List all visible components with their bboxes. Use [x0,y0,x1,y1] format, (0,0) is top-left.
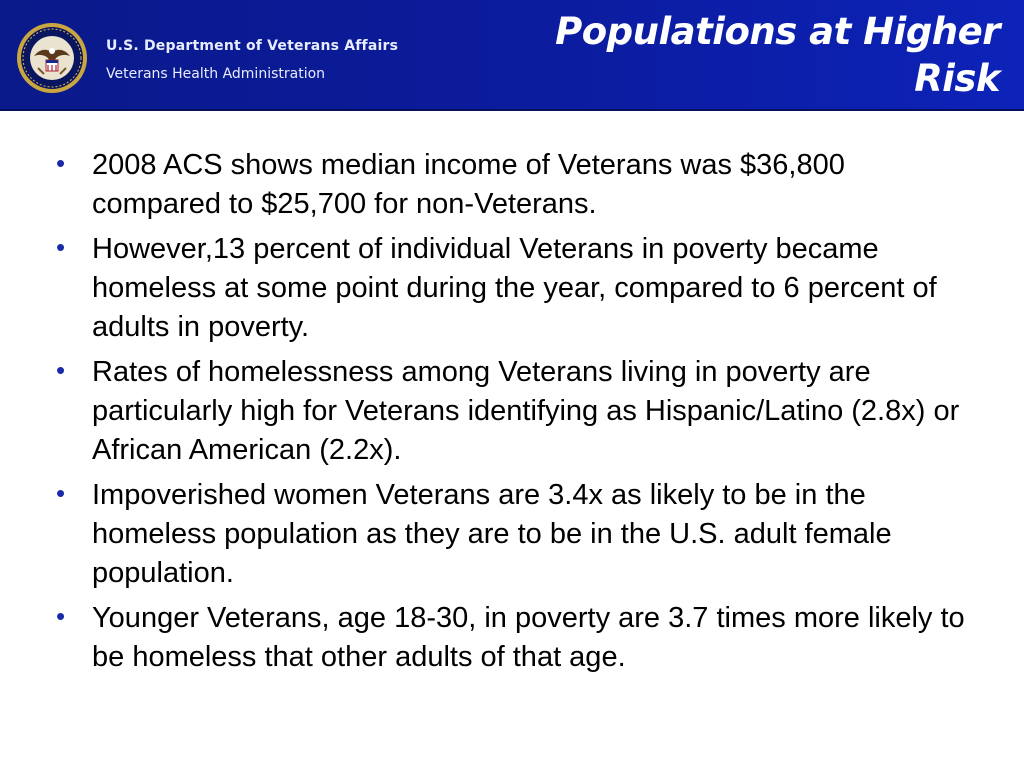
bullet-text: However,13 percent of individual Veterans in poverty became homeless at some point during the year, compared to 6 percent of adults in poverty. [92,233,937,343]
va-seal-icon [16,22,88,94]
bullet-list [52,146,972,677]
bullet-text: Younger Veterans, age 18-30, in poverty are 3.7 times more likely to be homeless that other adults of that age. [92,602,965,673]
bullet-text: Rates of homelessness among Veterans living in poverty are particularly high for Veterans identifying as Hispanic/Latino (2.8x) or African American (2.2x). [92,356,960,466]
agency-block [106,38,398,82]
bullet-icon: • [56,148,66,178]
bullet-item [52,353,972,470]
bullet-icon: • [56,478,66,508]
bullet-item [52,146,972,224]
bullet-icon: • [56,601,66,631]
bullet-icon: • [56,232,66,262]
bullet-icon: • [56,355,66,385]
bullet-item [52,599,972,677]
bullet-text: 2008 ACS shows median income of Veterans was $36,800 compared to $25,700 for non-Veterans. [92,149,845,220]
bullet-item [52,230,972,347]
bullet-item [52,476,972,593]
slide-content [52,146,972,683]
administration-name: Veterans Health Administration [106,66,326,82]
bullet-text: Impoverished women Veterans are 3.4x as likely to be in the homeless population as they are to be in the U.S. adult female population. [92,479,892,589]
slide-title: Populations at Higher Risk [555,10,1000,100]
department-name: U.S. Department of Veterans Affairs [106,38,399,54]
header-banner [0,0,1024,111]
